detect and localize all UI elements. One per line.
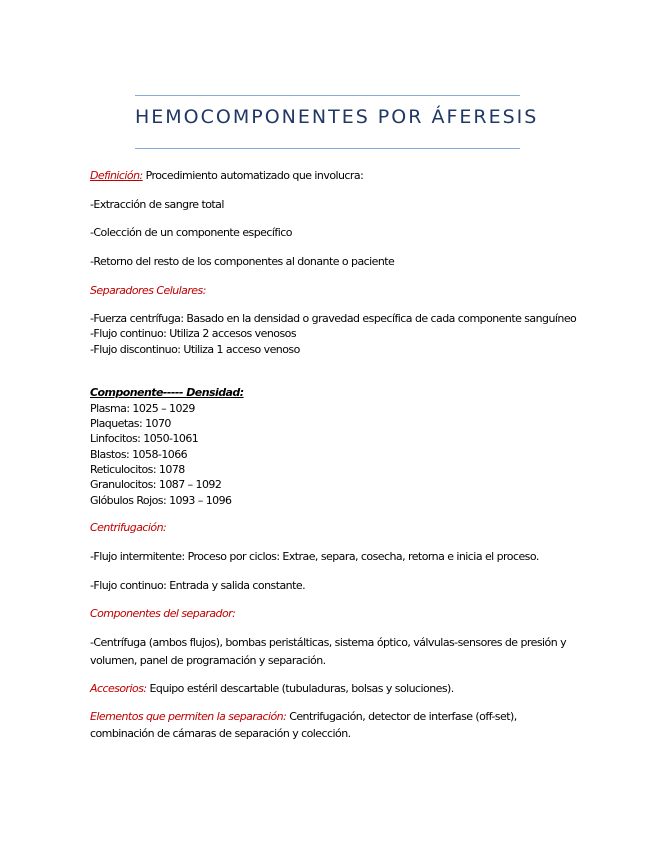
separadores-item: -Fuerza centrífuga: Basado en la densidad o gravedad específica de cada componente sanguíneo — [90, 312, 577, 325]
definicion-item: -Retorno del resto de los componentes al donante o paciente — [90, 255, 395, 268]
separadores-item: -Flujo continuo: Utiliza 2 accesos venosos — [90, 327, 297, 340]
accesorios-paragraph — [90, 681, 454, 696]
densidad-row: Blastos: 1058-1066 — [90, 448, 188, 461]
centrifugacion-label: Centrifugación: — [90, 521, 167, 534]
densidad-row: Glóbulos Rojos: 1093 – 1096 — [90, 494, 232, 507]
densidad-row: Linfocitos: 1050-1061 — [90, 432, 199, 445]
componentes-separador-label: Componentes del separador: — [90, 607, 236, 620]
densidad-row: Reticulocitos: 1078 — [90, 463, 185, 476]
definicion-text: Procedimiento automatizado que involucra: — [142, 169, 364, 182]
densidad-row: Plasma: 1025 – 1029 — [90, 402, 195, 415]
definicion-item: -Colección de un componente específico — [90, 226, 292, 239]
elementos-text: Centrifugación, detector de interfase (off-set), — [286, 710, 517, 723]
elementos-line2: combinación de cámaras de separación y colección. — [90, 727, 351, 740]
definicion-item: -Extracción de sangre total — [90, 198, 224, 211]
separadores-label: Separadores Celulares: — [90, 284, 206, 297]
centrifugacion-item: -Flujo continuo: Entrada y salida constante. — [90, 579, 306, 592]
definicion-label: Definición: — [90, 169, 143, 182]
page-title: HEMOCOMPONENTES POR ÁFERESIS — [135, 106, 539, 128]
componentes-separador-line: -Centrífuga (ambos flujos), bombas peristálticas, sistema óptico, válvulas-sensores de presión y — [90, 636, 567, 649]
centrifugacion-item: -Flujo intermitente: Proceso por ciclos: Extrae, separa, cosecha, retorna e inicia el proceso. — [90, 550, 539, 563]
definicion-paragraph — [90, 168, 363, 183]
title-rule-bottom — [135, 148, 520, 149]
densidad-row: Plaquetas: 1070 — [90, 417, 171, 430]
separadores-item: -Flujo discontinuo: Utiliza 1 acceso venoso — [90, 343, 300, 356]
accesorios-label: Accesorios: — [90, 682, 147, 695]
densidad-header: Componente----- Densidad: — [90, 386, 244, 399]
title-rule-top — [135, 95, 520, 96]
componentes-separador-line: volumen, panel de programación y separación. — [90, 654, 326, 667]
elementos-paragraph — [90, 709, 517, 724]
accesorios-text: Equipo estéril descartable (tubuladuras, bolsas y soluciones). — [146, 682, 454, 695]
densidad-row: Granulocitos: 1087 – 1092 — [90, 478, 222, 491]
elementos-label: Elementos que permiten la separación: — [90, 710, 287, 723]
